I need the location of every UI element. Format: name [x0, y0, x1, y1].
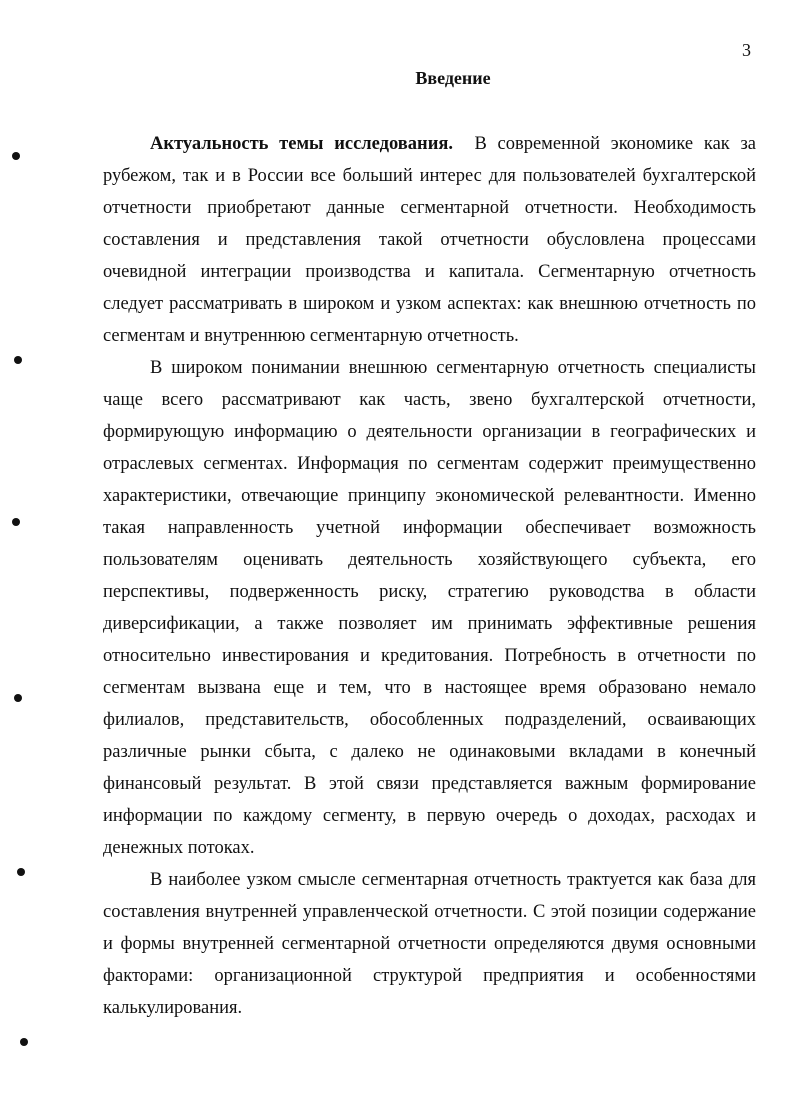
paragraph-relevance: [103, 128, 756, 352]
page-number: 3: [742, 40, 751, 60]
page-title: Введение: [415, 68, 491, 88]
binder-hole-mark: [14, 694, 22, 702]
document-body: [103, 128, 756, 1024]
paragraph-text: В современной экономике как за рубежом, так и в России все больший интерес для пользователей бухгалтерской отчетности приобретают данные сегментарной отчетности. Необходимость составления и представления такой отчетности обусловлена процессами очевидной интеграции производства и капитала. Сегментарную отчетность следует рассматривать в широком и узком аспектах: как внешнюю отчетность по сегментам и внутреннюю сегментарную отчетность.: [103, 134, 757, 346]
binder-hole-mark: [12, 152, 20, 160]
binder-hole-mark: [14, 356, 22, 364]
paragraph-narrow-sense: В наиболее узком смысле сегментарная отчетность трактуется как база для составления внутренней управленческой отчетности. С этой позиции содержание и формы внутренней сегментарной отчетности определяются двумя основными факторами: организационной структурой предприятия и особенностями калькулирования.: [103, 870, 756, 1018]
binder-hole-mark: [20, 1038, 28, 1046]
binder-hole-mark: [17, 868, 25, 876]
paragraph-lead: Актуальность темы исследования.: [150, 134, 453, 154]
binder-hole-mark: [12, 518, 20, 526]
paragraph-broad-sense: В широком понимании внешнюю сегментарную отчетность специалисты чаще всего рассматривают как часть, звено бухгалтерской отчетности, формирующую информацию о деятельности организации в географических и отраслевых сегментах. Информация по сегментам содержит преимущественно характеристики, отвечающие принципу экономической релевантности. Именно такая направленность учетной информации обеспечивает возможность пользователям оценивать деятельность хозяйствующего субъекта, его перспективы, подверженность риску, стратегию руководства в области диверсификации, а также позволяет им принимать эффективные решения относительно инвестирования и кредитования. Потребность в отчетности по сегментам вызвана еще и тем, что в настоящее время образовано немало филиалов, представительств, обособленных подразделений, осваивающих различные рынки сбыта, с далеко не одинаковыми вкладами в конечный финансовый результат. В этой связи представляется важным формирование информации по каждому сегменту, в первую очередь о доходах, расходах и денежных потоках.: [103, 358, 756, 858]
